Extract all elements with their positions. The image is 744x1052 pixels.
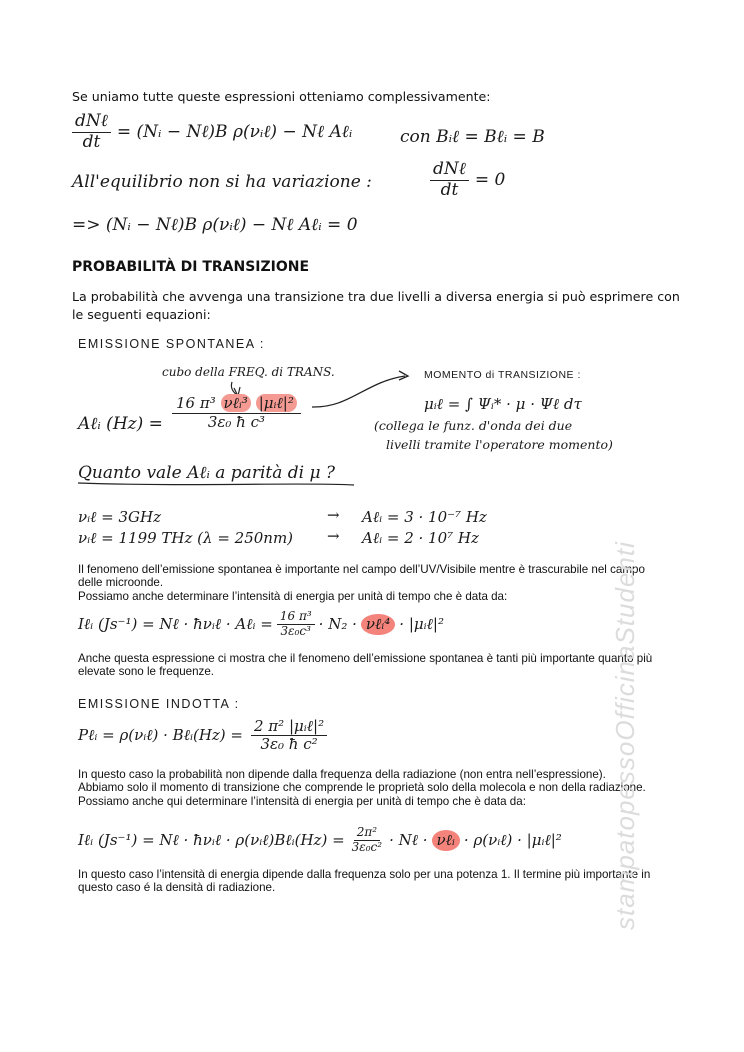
spontaneous-intensity-num: 16 π³ (277, 610, 315, 625)
induced-num: 2 π² |μᵢℓ|² (251, 718, 327, 736)
induced-equation (78, 718, 327, 754)
spontaneous-intensity (78, 610, 444, 639)
induced-intensity-tail: · ρ(νᵢℓ) · |μᵢℓ|² (463, 830, 562, 849)
spontaneous-intensity-tail: · |μᵢℓ|² (399, 614, 444, 633)
spontaneous-fraction (172, 395, 301, 432)
highlight-frequency-linear: νℓᵢ (432, 830, 460, 851)
spontaneous-intensity-lhs: Iℓᵢ (Js⁻¹) = Nℓ · ħνᵢℓ · Aℓᵢ = (78, 614, 273, 633)
moment-formula: μᵢℓ = ∫ Ψᵢ* · μ · Ψℓ dτ (424, 395, 582, 413)
section-title: PROBABILITÀ DI TRANSIZIONE (72, 259, 310, 275)
highlight-frequency-cubed: νℓᵢ³ (221, 394, 251, 412)
example-1-left: νᵢℓ = 3GHz (78, 508, 161, 526)
induced-para-3: Possiamo anche qui determinare l’intensità di energia per unità di tempo che è data da: (78, 795, 526, 808)
example-1-arrow: → (327, 506, 340, 524)
spontaneous-fraction-den: 3ε₀ ħ c³ (207, 413, 266, 432)
spontaneous-intensity-fraction (277, 610, 315, 639)
rate-fraction-den: dt (82, 131, 101, 152)
spontaneous-para-3: Anche questa espressione ci mostra che il fenomeno dell’emissione spontanea è tanti più importante quanto più elevate sono le frequenze. (78, 652, 653, 678)
annotation-moment: MOMENTO di TRANSIZIONE : (424, 369, 581, 381)
induced-intensity-fraction (349, 826, 385, 855)
induced-para-1: In questo caso la probabilità non dipende dalla frequenza della radiazione (non entra nell’espressione). (78, 768, 606, 781)
induced-lhs: Pℓᵢ = ρ(νᵢℓ) · Bℓᵢ(Hz) = (78, 726, 243, 745)
example-1-right: Aℓᵢ = 3 · 10⁻⁷ Hz (362, 508, 487, 526)
moment-arrow (312, 376, 405, 407)
watermark: stampatopessoOfficinaStudenti (610, 541, 640, 930)
spontaneous-para-1: Il fenomeno dell’emissione spontanea è importante nel campo dell’UV/Visibile mentre è trascurabile nel campo delle microonde. (78, 563, 645, 589)
equilibrium-fraction-num: dNℓ (430, 160, 469, 181)
example-2-arrow: → (327, 527, 340, 545)
moment-note-2: livelli tramite l'operatore momento) (386, 437, 613, 452)
induced-den: 3ε₀ ħ c² (260, 735, 318, 754)
highlight-moment-squared: |μᵢℓ|² (256, 394, 297, 412)
equilibrium-text: All'equilibrio non si ha variazione : (72, 172, 372, 192)
highlight-frequency-fourth: νℓᵢ⁴ (361, 614, 395, 635)
equilibrium-fraction-den: dt (440, 179, 459, 200)
intro-text: Se uniamo tutte queste espressioni otteniamo complessivamente: (72, 89, 491, 104)
spontaneous-intensity-den: 3ε₀c³ (280, 623, 311, 638)
induced-intensity-lhs: Iℓᵢ (Js⁻¹) = Nℓ · ħνᵢℓ · ρ(νᵢℓ)Bℓᵢ(Hz) = (78, 830, 345, 849)
moment-note-1: (collega le funz. d'onda dei due (374, 418, 573, 433)
moment-arrowhead (399, 371, 408, 380)
induced-para-2: Abbiamo solo il momento di transizione che comprende le proprietà solo della molecola e non della radiazione. (78, 781, 646, 794)
spontaneous-title: EMISSIONE SPONTANEA : (78, 337, 265, 351)
spontaneous-num-a: 16 π³ (176, 394, 216, 412)
question-underline (78, 483, 354, 485)
example-2-right: Aℓᵢ = 2 · 10⁷ Hz (362, 529, 479, 547)
spontaneous-lhs: Aℓᵢ (Hz) = (78, 414, 163, 434)
equilibrium-result: => (Nᵢ − Nℓ)B ρ(νᵢℓ) − Nℓ Aℓᵢ = 0 (72, 215, 358, 235)
induced-title: EMISSIONE INDOTTA : (78, 697, 240, 711)
induced-intensity (78, 826, 562, 855)
question: Quanto vale Aℓᵢ a parità di μ ? (78, 463, 336, 483)
equilibrium-rhs: = 0 (474, 170, 506, 191)
rate-rhs: = (Nᵢ − Nℓ)B ρ(νᵢℓ) − Nℓ Aℓᵢ (116, 122, 353, 143)
spontaneous-fraction-num (172, 395, 301, 414)
annotation-freq: cubo della FREQ. di TRANS. (162, 365, 335, 379)
rate-fraction-num: dNℓ (72, 112, 111, 133)
example-2-left: νᵢℓ = 1199 THz (λ = 250nm) (78, 529, 294, 547)
induced-para-4: In questo caso l’intensità di energia dipende dalla frequenza solo per una potenza 1. Il termine più importante in questo caso é la densità di radiazione. (78, 868, 651, 894)
rate-condition: con Bᵢℓ = Bℓᵢ = B (400, 127, 545, 147)
induced-intensity-den: 3ε₀c² (351, 839, 383, 854)
section-intro: La probabilità che avvenga una transizione tra due livelli a diversa energia si può esprimere con le seguenti equazioni: (72, 289, 680, 322)
induced-fraction (251, 718, 327, 754)
spontaneous-para-2: Possiamo anche determinare l’intensità di energia per unità di tempo che è data da: (78, 590, 508, 603)
induced-intensity-num: 2π² (354, 826, 380, 841)
spontaneous-intensity-mid: · N₂ · (318, 615, 357, 634)
induced-intensity-mid: · Nℓ · (389, 830, 428, 849)
